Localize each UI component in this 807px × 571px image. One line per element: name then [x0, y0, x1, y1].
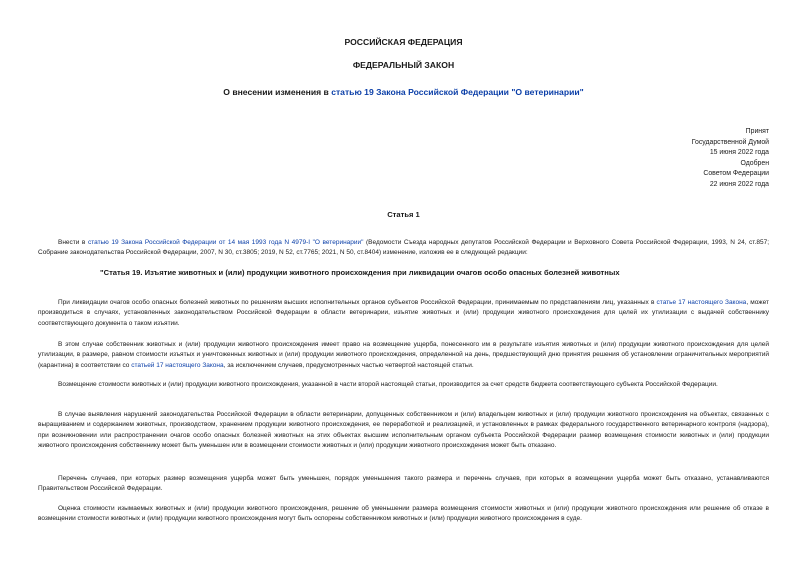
paragraph-2-prefix: В этом случае собственник животных и (или) продукции животного происхождения имеет право на возмещение ущерба, понесенного им в результате изъятия животных и (или) продукции животного происхождения для целей утилизации, в размере, равном стоимости изъятых и уничтоженных животных и (или) продукции животного происхождения, определенной на день, предшествующий дню принятия решения об установлении ограничительных мероприятий (карантина) в соответствии со — [38, 341, 769, 369]
paragraph-2-suffix: , за исключением случаев, предусмотренных частью четвертой настоящей статьи. — [223, 361, 474, 369]
approved-date: 22 июня 2022 года — [709, 180, 769, 188]
quoted-article-title: "Статья 19. Изъятие животных и (или) продукции животного происхождения при ликвидации очагов особо опасных болезней животных — [100, 268, 620, 277]
paragraph-4: В случае выявления нарушений законодательства Российской Федерации в области ветеринарии, допущенных собственником и (или) владельцем животных и (или) продукции животного происхождения на объектах, связанных с выращиванием и содержанием животных, производством, хранением продукции животного происхождения, ее переработкой и реализацией, и установленных в рамках федерального государственного ветеринарного контроля (надзора), при возникновении или распространении очагов особо опасных болезней животных на этих объектах высшим исполнительным органом субъекта Российской Федерации размер возмещения стоимости животных и (или) продукции животного происхождения собственнику может быть уменьшен или в возмещении стоимости животных и (или) продукции животного происхождения может быть отказано. — [38, 411, 769, 450]
paragraph-6: Оценка стоимости изымаемых животных и (или) продукции животного происхождения, решение об уменьшении размера возмещения стоимости животных и (или) продукции животного происхождения или решение об отказе в возмещении стоимости животных и (или) продукции животного происхождения могут быть оспорены собственником животных и (или) продукции животного происхождения в суде. — [38, 505, 769, 523]
country-heading: РОССИЙСКАЯ ФЕДЕРАЦИЯ — [344, 37, 463, 47]
law-title — [0, 87, 807, 97]
paragraph-1-prefix: При ликвидации очагов особо опасных болезней животных по решениям высших исполнительных органов субъектов Российской Федерации, принимаемым по представлениям лиц, указанных в — [58, 299, 657, 306]
accepted-date: 15 июня 2022 года — [709, 149, 769, 156]
article-intro — [38, 238, 769, 259]
intro-link[interactable]: статью 19 Закона Российской Федерации от 14 мая 1993 года N 4979-I "О ветеринарии" — [87, 239, 364, 246]
paragraph-1-suffix: , может производиться в случаях, установленных законодательством Российской Федерации в области ветеринарии, изъятие животных и (или) продукции животного происхождения для целей их утилизации с выдачей собственнику соответствующего документа о таком изъятии. — [38, 299, 769, 327]
article-title: Статья 1 — [387, 210, 420, 219]
paragraph-1 — [38, 298, 769, 329]
paragraph-5: Перечень случаев, при которых размер возмещения ущерба может быть уменьшен, порядок уменьшения такого размера и перечень случаев, при которых в возмещении ущерба может быть отказано, устанавливаются Правительством Российской Федерации. — [38, 475, 769, 493]
intro-prefix: Внести в — [58, 239, 88, 246]
paragraph-2-link[interactable]: статьей 17 настоящего Закона — [131, 361, 224, 369]
law-title-prefix: О внесении изменения в — [223, 87, 332, 97]
adoption-info — [692, 127, 769, 190]
approved-by: Советом Федерации — [703, 170, 769, 177]
approved-label: Одобрен — [740, 159, 769, 167]
paragraph-1-link[interactable]: статье 17 настоящего Закона — [656, 299, 747, 306]
accepted-label: Принят — [745, 128, 769, 135]
law-type-heading: ФЕДЕРАЛЬНЫЙ ЗАКОН — [352, 60, 455, 70]
accepted-by: Государственной Думой — [691, 138, 769, 146]
paragraph-3: Возмещение стоимости животных и (или) продукции животного происхождения, указанной в части второй настоящей статьи, производится за счет средств бюджета соответствующего субъекта Российской Федерации. — [58, 381, 718, 388]
law-title-link[interactable]: статью 19 Закона Российской Федерации "О ветеринарии" — [331, 87, 584, 97]
intro-suffix: (Ведомости Съезда народных депутатов Российской Федерации и Верховного Совета Российской Федерации, 1993, N 24, ст.857; Собрание законодательства Российской Федерации, 2007, N 30, ст.3805; 2019, N 52, ст.7765; 2021, N 50, ст.8404) изменение, изложив ее в следующей редакции: — [38, 239, 770, 257]
paragraph-2 — [38, 340, 769, 371]
